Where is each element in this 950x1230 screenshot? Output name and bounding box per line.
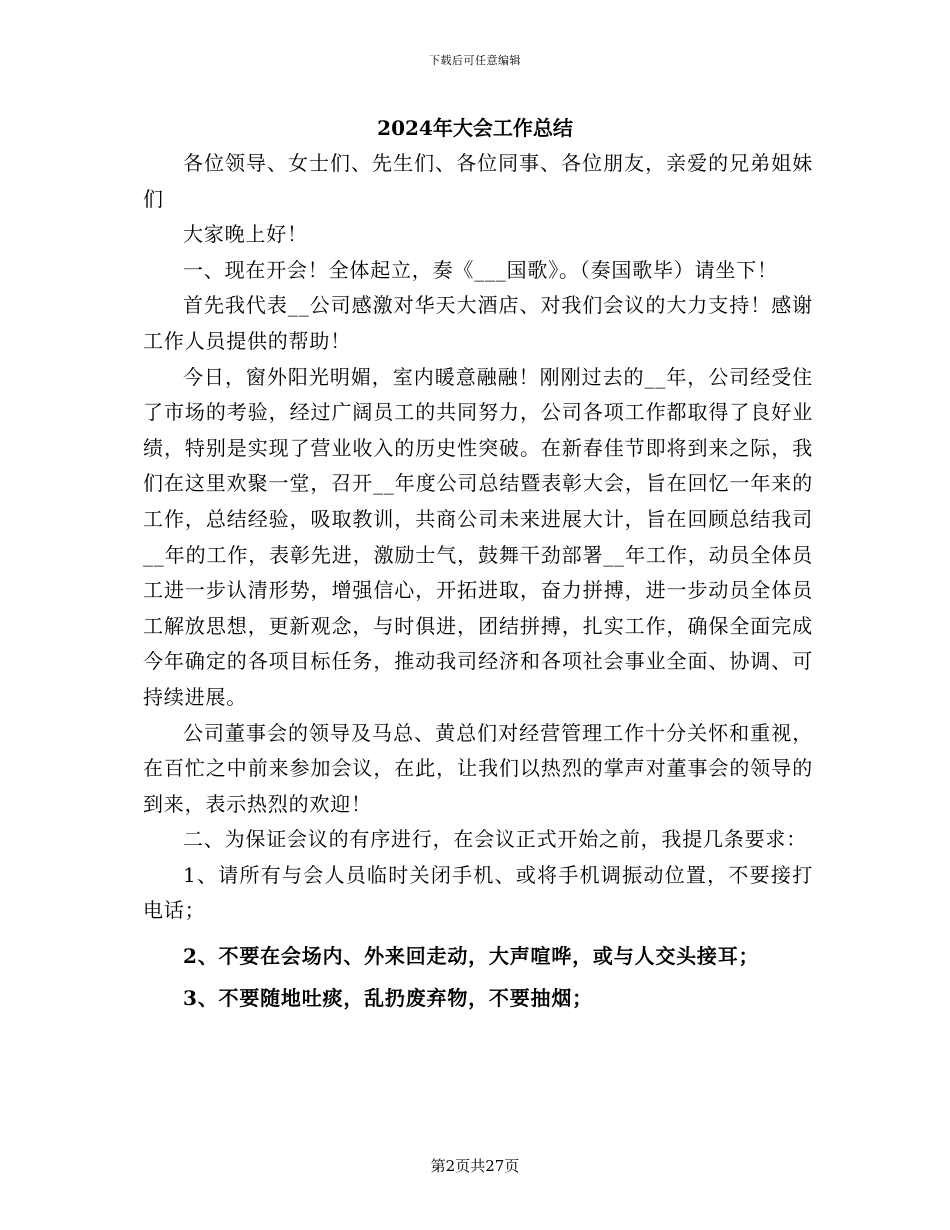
- paragraph-salutation: 各位领导、女士们、先生们、各位同事、各位朋友，亲爱的兄弟姐妹们: [143, 151, 813, 211]
- header-note: 下载后可任意编辑: [429, 54, 521, 67]
- paragraph-review: 今日，窗外阳光明媚，室内暖意融融！刚刚过去的__年，公司经受住了市场的考验，经过广阔员工的共同努力，公司各项工作都取得了良好业绩，特别是实现了营业收入的历史性突破。在新春佳节即将到来之际，我们在这里欢聚一堂，召开__年度公司总结暨表彰大会，旨在回忆一年来的工作，总结经验，吸取教训，共商公司未来进展大计，旨在回顾总结我司__年的工作，表彰先进，激励士气，鼓舞干劲部署__年工作，动员全体员工进一步认清形势，增强信心，开拓进取，奋力拼搏，进一步动员全体员工解放思想，更新观念，与时俱进，团结拼搏，扎实工作，确保全面完成今年确定的各项目标任务，推动我司经济和各项社会事业全面、协调、可持续进展。: [143, 364, 813, 709]
- paragraph-requirement-2: 2、不要在会场内、外来回走动，大声喧哗，或与人交头接耳；: [183, 944, 760, 969]
- paragraph-requirement-1: 1、请所有与会人员临时关闭手机、或将手机调振动位置，不要接打电话；: [143, 862, 813, 923]
- paragraph-welcome: 公司董事会的领导及马总、黄总们对经营管理工作十分关怀和重视，在百忙之中前来参加会议，在此，让我们以热烈的掌声对董事会的领导的到来，表示热烈的欢迎！: [143, 720, 813, 816]
- paragraph-opening: 一、现在开会！全体起立，奏《___国歌》。（奏国歌毕）请坐下！: [183, 257, 778, 282]
- paragraph-greeting: 大家晚上好！: [183, 222, 308, 247]
- document-title: 2024年大会工作总结: [377, 116, 573, 140]
- page-number: 第2页共27页: [430, 1157, 520, 1175]
- document-body: [143, 146, 813, 1016]
- paragraph-thanks: 首先我代表__公司感激对华天大酒店、对我们会议的大力支持！感谢工作人员提供的帮助！: [143, 293, 813, 353]
- paragraph-requirement-3: 3、不要随地吐痰，乱扔废弃物，不要抽烟；: [183, 985, 593, 1010]
- paragraph-requirements-intro: 二、为保证会议的有序进行，在会议正式开始之前，我提几条要求：: [183, 827, 807, 852]
